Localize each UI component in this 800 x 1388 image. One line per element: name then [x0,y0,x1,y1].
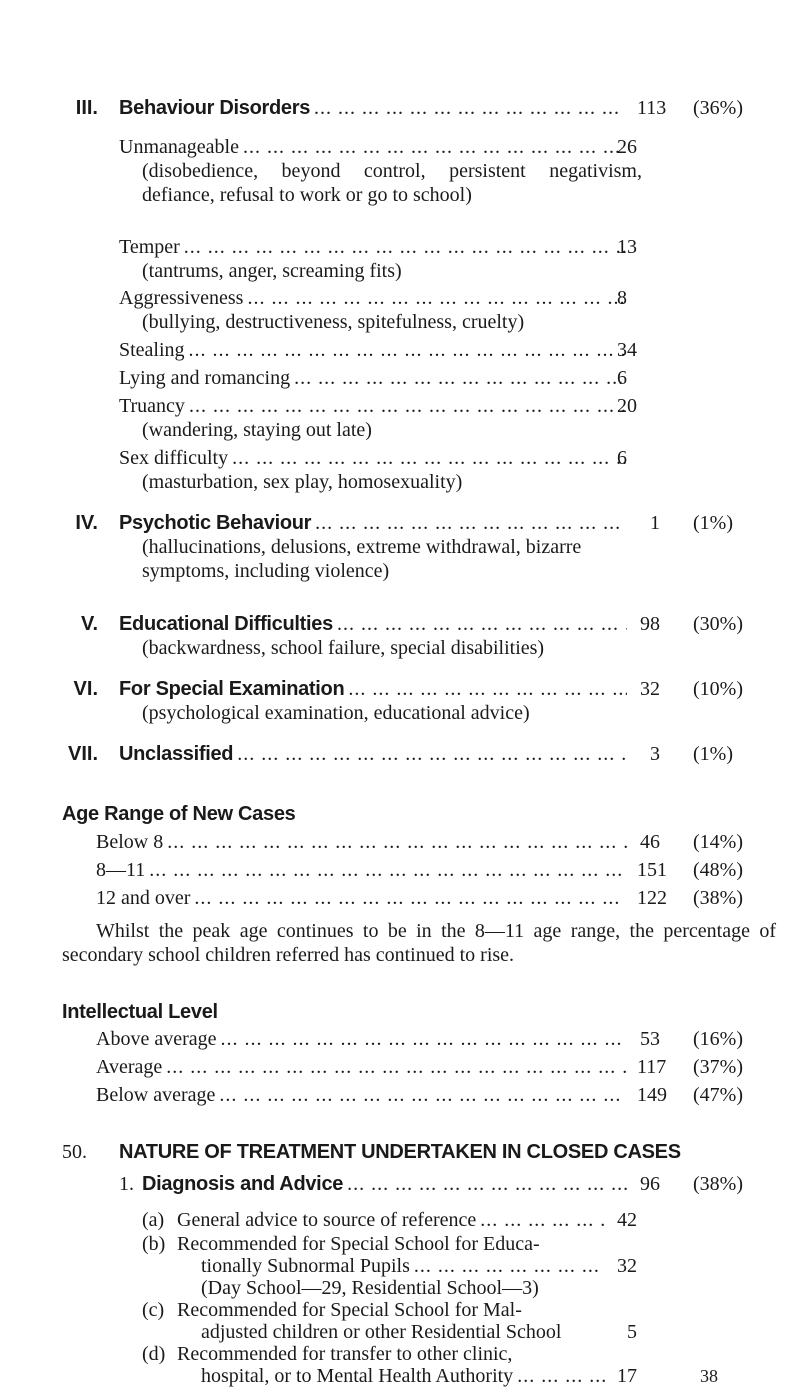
row-percent: (16%) [693,1028,743,1050]
subitem-value: 17 [617,1365,637,1387]
leader-dots [149,858,627,882]
leader-dots [184,235,627,259]
leader-dots [167,830,627,854]
item-label: Truancy [119,395,185,417]
item-label: Sex difficulty [119,447,229,469]
subitem-line2: adjusted children or other Residential School [201,1321,562,1343]
item-label: Temper [119,236,180,258]
row-label: 12 and over [96,887,191,909]
row-count: 117 [637,1056,667,1078]
section-vi-note: (psychological examination, educational advice) [142,702,530,724]
page-number: 38 [700,1366,718,1386]
treatment-item-number: 1. [119,1173,134,1195]
leader-dots [347,1172,627,1196]
section-vi-count: 32 [640,678,660,700]
item-value: 34 [617,339,637,361]
section-vii-numeral: VII. [67,743,98,765]
section-iv-percent: (1%) [693,512,733,534]
item-note: (masturbation, sex play, homosexuality) [142,471,463,493]
section-iv-numeral: IV. [75,512,98,534]
item-note: (bullying, destructiveness, spitefulness, cruelty) [142,311,525,333]
row-count: 46 [640,831,660,853]
leader-dots [414,1254,607,1278]
row-label: 8—11 [96,859,146,881]
list-item [119,366,631,390]
leader-dots [194,886,627,910]
leader-dots [337,612,627,636]
leader-dots [517,1364,607,1388]
leader-dots [315,511,627,535]
row-percent: (14%) [693,831,743,853]
section-iii-title: Behaviour Disorders [119,97,311,119]
section-v-heading [119,612,631,636]
row-count: 151 [637,859,667,881]
intellectual-level-heading: Intellectual Level [62,1001,218,1023]
item-label: Aggressiveness [119,287,244,309]
leader-dots [480,1208,607,1232]
subitem-value: 5 [627,1321,637,1343]
item-note: (wandering, staying out late) [142,419,372,441]
leader-dots [247,286,627,310]
section-v-note: (backwardness, school failure, special disabilities) [142,637,545,659]
section-v-count: 98 [640,613,660,635]
section-iii-count: 113 [637,97,667,119]
section-iv-title: Psychotic Behaviour [119,512,312,534]
subitem-line1: Recommended for transfer to other clinic, [177,1343,513,1365]
table-row [96,858,631,882]
treatment-item-title: Diagnosis and Advice [142,1173,344,1195]
leader-dots [314,96,627,120]
row-count: 149 [637,1084,667,1106]
list-item [119,446,631,470]
row-label: Below 8 [96,831,164,853]
section-vi-heading [119,677,631,701]
section-vii-title: Unclassified [119,743,234,765]
list-item [119,286,631,310]
list-item [119,394,631,418]
item-note: (disobedience, beyond control, persistent negativism, defiance, refusal to work or go to school) [142,160,642,206]
section-iv-count: 1 [650,512,660,534]
leader-dots [221,1027,628,1051]
subitem [201,1254,611,1278]
row-label: Below average [96,1084,216,1106]
row-label: Above average [96,1028,217,1050]
section-vii-percent: (1%) [693,743,733,765]
treatment-item-count: 96 [640,1173,660,1195]
list-item [119,235,631,259]
subitem-line2: hospital, or to Mental Health Authority [201,1365,514,1387]
subitem-letter: (b) [142,1233,166,1255]
subitem [201,1364,611,1388]
section-vi-numeral: VI. [73,678,98,700]
subitem-letter: (c) [142,1299,165,1321]
table-row [96,830,631,854]
section-iii-percent: (36%) [693,97,743,119]
treatment-item-percent: (38%) [693,1173,743,1195]
leader-dots [189,338,627,362]
subitem-letter: (d) [142,1343,166,1365]
leader-dots [348,677,627,701]
row-count: 53 [640,1028,660,1050]
age-range-paragraph: Whilst the peak age continues to be in the 8—11 age range, the percentage of secondary school children referred has continued to rise. [62,920,776,966]
subitem-value: 42 [617,1209,637,1231]
section-iv-heading [119,511,631,535]
item-value: 26 [617,136,637,158]
row-percent: (48%) [693,859,743,881]
section-v-percent: (30%) [693,613,743,635]
treatment-item-heading [142,1172,631,1196]
list-item [119,135,631,159]
treatment-number: 50. [62,1141,87,1163]
section-vi-percent: (10%) [693,678,743,700]
item-label: Unmanageable [119,136,239,158]
subitem-note: (Day School—29, Residential School—3) [201,1277,539,1299]
item-value: 6 [617,447,627,469]
section-v-numeral: V. [80,613,98,635]
table-row [96,1083,631,1107]
table-row [96,1027,631,1051]
item-label: Lying and romancing [119,367,291,389]
row-percent: (47%) [693,1084,743,1106]
row-count: 122 [637,887,667,909]
table-row [96,886,631,910]
leader-dots [294,366,627,390]
row-percent: (38%) [693,887,743,909]
age-range-heading: Age Range of New Cases [62,803,296,825]
subitem-line1: Recommended for Special School for Mal- [177,1299,522,1321]
leader-dots [189,394,627,418]
leader-dots [166,1055,627,1079]
section-iii-numeral: III. [75,97,98,119]
leader-dots [237,742,627,766]
item-note: (tantrums, anger, screaming fits) [142,260,402,282]
row-percent: (37%) [693,1056,743,1078]
item-value: 8 [617,287,627,309]
table-row [96,1055,631,1079]
row-label: Average [96,1056,163,1078]
leader-dots [219,1083,627,1107]
item-value: 6 [617,367,627,389]
item-value: 13 [617,236,637,258]
leader-dots [232,446,627,470]
subitem [177,1208,611,1232]
subitem-line1: Recommended for Special School for Educa- [177,1233,540,1255]
item-value: 20 [617,395,637,417]
subitem-letter: (a) [142,1209,165,1231]
section-vi-title: For Special Examination [119,678,345,700]
section-vii-heading [119,742,631,766]
section-vii-count: 3 [650,743,660,765]
subitem-text: General advice to source of reference [177,1209,477,1231]
leader-dots [243,135,627,159]
treatment-heading: NATURE OF TREATMENT UNDERTAKEN IN CLOSED CASES [119,1141,681,1163]
list-item [119,338,631,362]
section-iv-note: (hallucinations, delusions, extreme withdrawal, bizarre symptoms, including violence) [142,536,582,582]
subitem-value: 32 [617,1255,637,1277]
section-v-title: Educational Difficulties [119,613,333,635]
item-label: Stealing [119,339,185,361]
section-iii-heading [119,96,631,120]
subitem-text: tionally Subnormal Pupils [201,1255,410,1277]
